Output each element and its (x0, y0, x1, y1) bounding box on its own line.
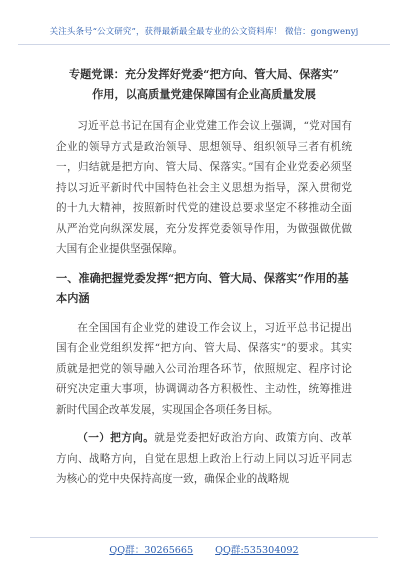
section-1-heading: 一、准确把握党委发挥“把方向、管大局、保落实”作用的基本内涵 (56, 270, 349, 305)
subsection-1-label: （一）把方向。 (77, 432, 155, 444)
section-1-paragraph: 在全国国有企业党的建设工作会议上，习近平总书记提出国有企业党组织发挥“把方向、管大局、保落实”的要求。其实质就是把党的领导融入公司治理各环节，依照规定、程序讨论研究决定重大事项，协调调动各方积极性、主动性，统筹推进新时代国企改革发展，实现国企各项任务目标。 (56, 321, 352, 416)
footer-qq-group-2[interactable]: QQ群:535304092 (215, 545, 299, 556)
title-line-1: 专题党课：充分发挥好党委“把方向、管大局、保落实” (68, 67, 340, 81)
subsection-1-text: 就是党委把好政治方向、政策方向、改革方向、战略方向，自觉在思想上政治上行动上同以习近平同志为核心的党中央保持高度一致，确保企业的战略规 (56, 432, 353, 485)
document-title (56, 64, 352, 104)
header-banner (18, 18, 390, 45)
document-body (56, 64, 352, 498)
intro-paragraph: 习近平总书记在国有企业党建工作会议上强调，“党对国有企业的领导方式是政治领导、思想领导、组织领导三者有机统一，归结就是把方向、管大局、保落实。”国有企业党委必须坚持以习近平新时代中国特色社会主义思想为指导，深入贯彻党的十九大精神，按照新时代党的建设总要求坚定不移推动全面从严治党向纵深发展，充分发挥党委领导作用，为做强做优做大国有企业提供坚强保障。 (56, 120, 352, 255)
subsection-1-paragraph (56, 428, 352, 490)
title-line-2: 作用，以高质量党建保障国有企业高质量发展 (92, 87, 316, 101)
header-notice: 关注头条号“公文研究”，获得最新最全最专业的公文资料库！ 微信：gongwenyj (49, 27, 359, 37)
footer-banner (30, 537, 378, 560)
footer-qq-group-1[interactable]: QQ群：30265665 (109, 545, 194, 556)
